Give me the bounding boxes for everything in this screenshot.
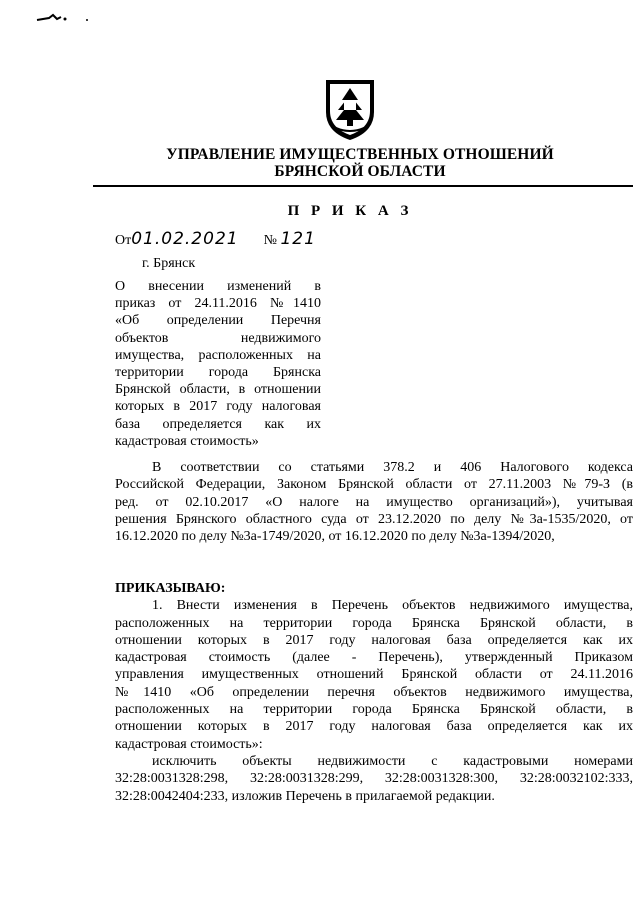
preamble-paragraph bbox=[115, 459, 633, 545]
subject-line: О внесении изменений в bbox=[115, 279, 321, 294]
number-prefix: № bbox=[263, 233, 277, 248]
item1-line: управления имущественных отношений Брянской области от 24.11.2016 bbox=[115, 667, 633, 683]
subject-line: приказ от 24.11.2016 №1410 bbox=[115, 296, 321, 312]
coat-of-arms-icon bbox=[324, 78, 376, 142]
item1-line: 32:28:0042404:233, изложив Перечень в прилагаемой редакции. bbox=[115, 788, 495, 804]
item1-line: расположенных на территории города Брянска Брянской области, в bbox=[115, 615, 633, 631]
subject-line: объектов недвижимого bbox=[115, 330, 321, 346]
document-title: П Р И К А З bbox=[287, 203, 413, 219]
date-number-line bbox=[115, 229, 316, 249]
item1-line: 1. Внести изменения в Перечень объектов недвижимого имущества, bbox=[152, 598, 633, 614]
preamble-line: 16.12.2020 по делу №3а-1749/2020, от 16.12.2020 по делу №3а-1394/2020, bbox=[115, 529, 555, 545]
subject-line: база определяется как их bbox=[115, 416, 321, 432]
preamble-line: В соответствии со статьями 378.2 и 406 Налогового кодекса bbox=[152, 460, 633, 475]
item1-line: №1410 «Об определении перечня объектов недвижимого имущества, bbox=[115, 684, 633, 700]
city: г. Брянск bbox=[142, 256, 196, 271]
order-word: ПРИКАЗЫВАЮ: bbox=[115, 581, 226, 596]
item1-line: исключить объекты недвижимости с кадастровыми номерами bbox=[152, 753, 633, 769]
item1-line: отношении которых в 2017 году налоговая база определяется как их bbox=[115, 719, 633, 735]
order-subject bbox=[115, 278, 321, 450]
header-divider bbox=[93, 185, 633, 187]
org-name-line1: УПРАВЛЕНИЕ ИМУЩЕСТВЕННЫХ ОТНОШЕНИЙ bbox=[166, 146, 554, 163]
item1-line: отношении которых в 2017 году налоговая база определяется как их bbox=[115, 632, 633, 648]
org-name-line2: БРЯНСКОЙ ОБЛАСТИ bbox=[274, 163, 446, 180]
item1-line: 32:28:0031328:298, 32:28:0031328:299, 32:28:0031328:300, 32:28:0032102:333, bbox=[115, 771, 633, 787]
preamble-line: решения Брянского областного суда от 23.12.2020 по делу №3а-1535/2020, от bbox=[115, 511, 633, 527]
preamble-line: Российской Федерации, Законом Брянской области от 27.11.2003 №79-З (в bbox=[115, 477, 633, 493]
order-number: 121 bbox=[280, 229, 316, 249]
subject-line: Брянской области, в отношении bbox=[115, 382, 321, 398]
subject-line: «Об определении Перечня bbox=[115, 313, 321, 329]
item1-line: расположенных на территории города Брянска Брянской области, в bbox=[115, 702, 633, 718]
subject-line: кадастровая стоимость» bbox=[115, 433, 259, 449]
subject-line: которых в 2017 году налоговая bbox=[115, 399, 321, 415]
item1-line: кадастровая стоимость»: bbox=[115, 736, 263, 752]
subject-line: имущества, расположенных на bbox=[115, 347, 321, 363]
item1-line: кадастровая стоимость (далее - Перечень), утвержденный Приказом bbox=[115, 650, 633, 666]
order-date: 01.02.2021 bbox=[131, 229, 239, 249]
subject-line: территории города Брянска bbox=[115, 365, 321, 381]
preamble-line: ред. от 02.10.2017 «О налоге на имущество организаций»), учитывая bbox=[115, 494, 633, 510]
scan-mark-icon bbox=[35, 10, 95, 24]
order-body bbox=[115, 580, 633, 805]
date-prefix: От bbox=[115, 233, 132, 248]
